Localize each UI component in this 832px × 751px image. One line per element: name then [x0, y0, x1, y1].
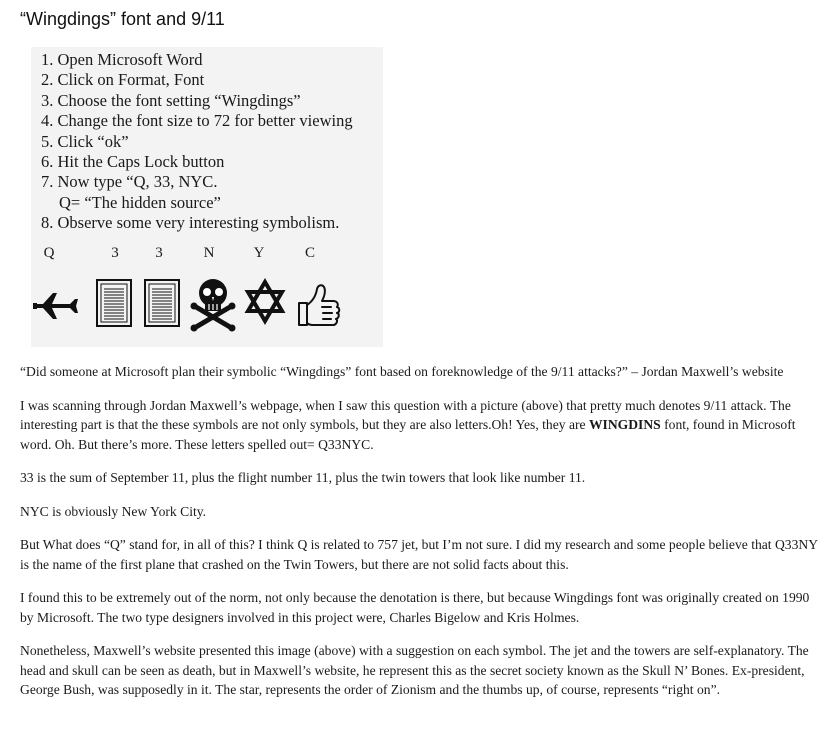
bold-font-name: WINGDINS	[588, 417, 661, 432]
paragraph-text: font, found in Microsoft word. Oh. But there’s more. These letters spelled out= Q33NYC.	[20, 417, 796, 452]
letter-3: 3	[155, 245, 163, 261]
step-item: 7. Now type “Q, 33, NYC.	[41, 172, 218, 192]
step-item: 1. Open Microsoft Word	[41, 50, 203, 69]
paragraph: 33 is the sum of September 11, plus the flight number 11, plus the twin towers that look like number 11.	[20, 470, 586, 485]
step-item: 6. Hit the Caps Lock button	[41, 152, 225, 172]
letter-y: Y	[253, 245, 265, 261]
paragraph: NYC is obviously New York City.	[20, 503, 207, 519]
quote-paragraph: “Did someone at Microsoft plan their symbolic “Wingdings” font based on foreknowledge of the 9/11 attacks?” – Jordan Maxwell’s website	[20, 364, 784, 379]
paragraph: I found this to be extremely out of the norm, not only because the denotation is there, but because Wingdings font was originally created on 1990 by Microsoft. The two type designers involved in this project were, Charles Bigelow and Kris Holmes.	[20, 590, 810, 625]
page-title: “Wingdings” font and 9/11	[20, 9, 225, 29]
paragraph	[20, 396, 820, 455]
step-item: 8. Observe some very interesting symbolism.	[41, 213, 340, 233]
skull-crossbones-icon	[191, 279, 236, 332]
step-item: 5. Click “ok”	[41, 131, 129, 151]
instruction-steps	[41, 50, 353, 234]
step-item: 3. Choose the font setting “Wingdings”	[41, 90, 301, 110]
paragraph: But What does “Q” stand for, in all of this? I think Q is related to 757 jet, but I’m not sure. I did my research and some people believe that Q33NY is the name of the first plane that crashed on the Twin Towers, but there are not solid facts about this.	[20, 537, 818, 572]
step-item: 2. Click on Format, Font	[41, 70, 205, 90]
document-icon	[97, 280, 131, 326]
letter-3: 3	[111, 245, 119, 261]
step-item: 4. Change the font size to 72 for better viewing	[41, 111, 353, 131]
step-item: Q= “The hidden source”	[59, 192, 221, 212]
letter-q: Q	[43, 245, 55, 261]
paragraph-text: I was scanning through Jordan Maxwell’s webpage, when I saw this question with a picture (above) that pretty much denotes 9/11 attack. The interesting part is that the these symbols are not only symbols, but they are also letters.Oh! Yes, they are	[20, 397, 791, 432]
paragraph: Nonetheless, Maxwell’s website presented this image (above) with a suggestion on each symbol. The jet and the towers are self-explanatory. The head and skull can be seen as death, but in Maxwell’s website, he represent this as the secret society known as the Skull N’ Bones. Ex-president, George Bush, was supposedly in it. The star, represents the order of Zionism and the thumbs up, of course, represents “right on”.	[20, 643, 809, 697]
wingdings-figure	[31, 47, 383, 347]
star-of-david-icon	[248, 282, 282, 321]
letter-row	[31, 245, 383, 267]
article-body	[20, 362, 820, 714]
letter-c: C	[304, 245, 315, 261]
wingdings-symbol-row	[31, 273, 383, 347]
thumbs-up-icon	[299, 285, 339, 325]
airplane-icon	[33, 293, 78, 319]
letter-n: N	[203, 245, 215, 261]
document-icon	[145, 280, 179, 326]
